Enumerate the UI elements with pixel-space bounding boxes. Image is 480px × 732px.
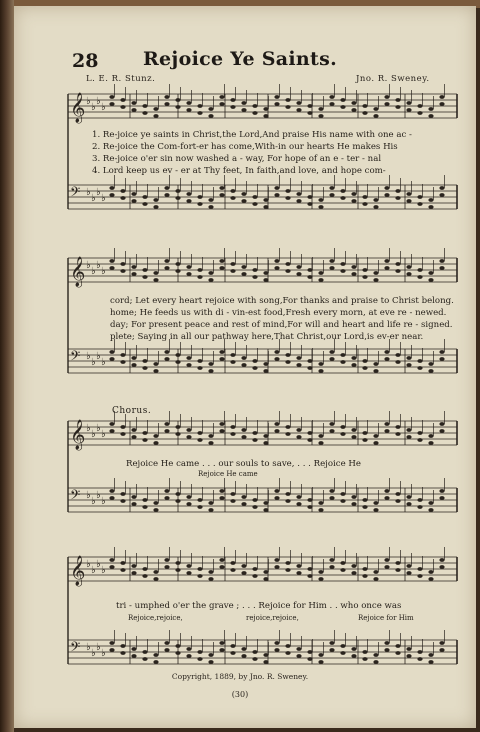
svg-text:♭: ♭: [86, 642, 91, 653]
chorus-line1: Rejoice He came . . . our souls to save, . . . Rejoice He: [126, 459, 361, 469]
svg-text:♭: ♭: [86, 260, 91, 271]
svg-text:♭: ♭: [96, 260, 101, 271]
chorus-line2-alto-a: Rejoice,rejoice,: [128, 614, 183, 622]
svg-text:𝄞: 𝄞: [70, 257, 86, 287]
chorus-label: Chorus.: [112, 406, 152, 416]
hymn-title: Rejoice Ye Saints.: [142, 48, 338, 70]
staff-treble-3: [68, 411, 457, 451]
svg-text:♭: ♭: [101, 266, 106, 277]
svg-text:♭: ♭: [86, 96, 91, 107]
verse1-line-b: cord; Let every heart rejoice with song,For thanks and praise to Christ belong.: [110, 296, 454, 306]
svg-text:𝄢: 𝄢: [70, 487, 81, 506]
composer-credit: Jno. R. Sweney.: [356, 74, 430, 84]
staff-treble-1: [68, 84, 457, 124]
lyricist-credit: L. E. R. Stunz.: [86, 74, 156, 84]
svg-text:♭: ♭: [96, 423, 101, 434]
svg-text:♭: ♭: [101, 429, 106, 440]
svg-text:𝄢: 𝄢: [70, 639, 81, 658]
copyright-notice: Copyright, 1889, by Jno. R. Sweney.: [171, 672, 309, 681]
svg-text:♭: ♭: [86, 423, 91, 434]
hymn-number: 28: [72, 50, 99, 72]
svg-text:♭: ♭: [101, 102, 106, 113]
verse2-line-a: 2. Re-joice the Com-fort-er has come,With-in our hearts He makes His: [92, 142, 398, 152]
chorus-line1-alto: Rejoice He came: [198, 470, 258, 478]
chorus-line2-alto-c: Rejoice for Him: [358, 614, 414, 622]
svg-text:♭: ♭: [91, 565, 96, 576]
svg-text:♭: ♭: [101, 648, 106, 659]
svg-text:♭: ♭: [91, 193, 96, 204]
svg-text:♭: ♭: [101, 193, 106, 204]
svg-text:♭: ♭: [86, 351, 91, 362]
svg-text:♭: ♭: [86, 187, 91, 198]
svg-text:♭: ♭: [96, 559, 101, 570]
svg-text:♭: ♭: [96, 351, 101, 362]
svg-text:𝄞: 𝄞: [70, 93, 86, 123]
svg-text:♭: ♭: [101, 496, 106, 507]
svg-text:♭: ♭: [101, 565, 106, 576]
svg-text:𝄢: 𝄢: [70, 184, 81, 203]
staff-bass-4: [68, 630, 457, 664]
svg-text:♭: ♭: [91, 648, 96, 659]
page-number: (30): [231, 690, 249, 699]
svg-text:♭: ♭: [91, 266, 96, 277]
svg-text:♭: ♭: [91, 429, 96, 440]
svg-text:𝄞: 𝄞: [70, 556, 86, 586]
verse3-line-a: 3. Re-joice o'er sin now washed a - way, For hope of an e - ter - nal: [92, 154, 382, 164]
staff-treble-4: [68, 547, 457, 587]
staff-treble-2: [68, 248, 457, 288]
svg-text:𝄞: 𝄞: [70, 420, 86, 450]
svg-text:♭: ♭: [86, 490, 91, 501]
svg-text:♭: ♭: [96, 642, 101, 653]
svg-text:𝄢: 𝄢: [70, 348, 81, 367]
chorus-line2: tri - umphed o'er the grave ; . . . Rejoice for Him . . who once was: [116, 601, 402, 611]
chorus-line2-alto-b: rejoice,rejoice,: [246, 614, 299, 622]
svg-text:♭: ♭: [96, 490, 101, 501]
staff-bass-3: [68, 478, 457, 512]
staff-bass-1: [68, 175, 457, 209]
svg-text:♭: ♭: [91, 496, 96, 507]
verse3-line-b: day; For present peace and rest of mind,For will and heart and life re - signed.: [110, 320, 453, 330]
svg-text:♭: ♭: [91, 102, 96, 113]
svg-text:♭: ♭: [96, 96, 101, 107]
verse4-line-b: plete; Saying in all our pathway here,That Christ,our Lord,is ev-er near.: [110, 332, 424, 342]
svg-text:♭: ♭: [86, 559, 91, 570]
svg-text:♭: ♭: [96, 187, 101, 198]
svg-text:♭: ♭: [101, 357, 106, 368]
staff-bass-2: [68, 339, 457, 373]
verse4-line-a: 4. Lord keep us ev - er at Thy feet, In faith,and love, and hope com-: [92, 166, 386, 176]
svg-text:♭: ♭: [91, 357, 96, 368]
verse1-line-a: 1. Re-joice ye saints in Christ,the Lord,And praise His name with one ac -: [92, 130, 412, 140]
verse2-line-b: home; He feeds us with di - vin-est food,Fresh every morn, at eve re - newed.: [110, 308, 447, 318]
